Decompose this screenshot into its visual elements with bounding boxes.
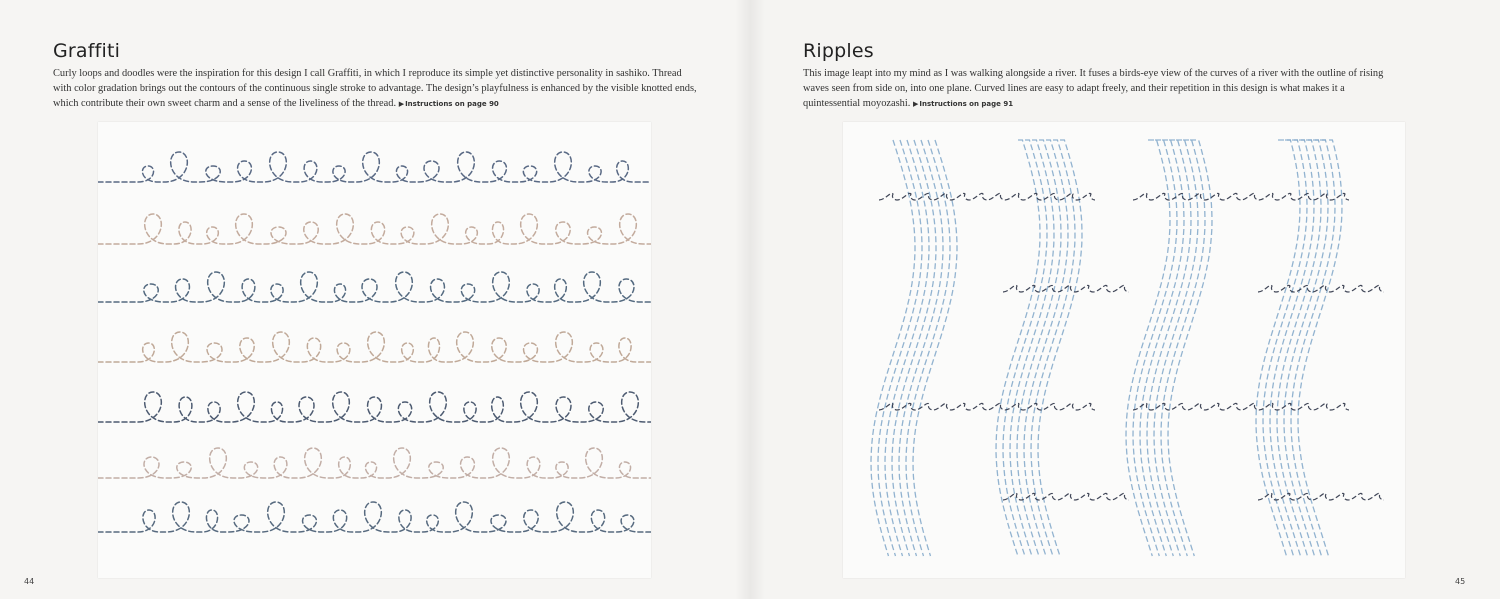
ripples-stitch-pattern xyxy=(843,122,1405,578)
river-stitch-line xyxy=(1017,140,1061,556)
river-stitch-line xyxy=(1256,140,1300,556)
graffiti-instructions-label: Instructions on page 90 xyxy=(405,100,499,109)
loop-stitch-line xyxy=(98,502,651,532)
loop-row xyxy=(98,214,651,244)
wave-stitch-line xyxy=(879,403,1095,410)
ripples-description xyxy=(803,66,1393,113)
ripples-title: Ripples xyxy=(803,40,874,62)
loop-stitch-line xyxy=(98,332,651,362)
loop-row xyxy=(98,332,651,362)
river-stitch-line xyxy=(1003,140,1047,556)
ripples-body: This image leapt into my mind as I was walking alongside a river. It fuses a birds-eye view of the curves of a river with the outline of rising waves seen from side on, into one plane. Curved lines are easy to adapt freely, and their repetition in this design is what makes it a quintessential moyozashi. xyxy=(803,68,1384,110)
graffiti-instructions-link[interactable] xyxy=(399,100,499,108)
ripples-instructions-label: Instructions on page 91 xyxy=(919,100,1014,109)
loop-stitch-line xyxy=(98,448,651,478)
graffiti-stitch-pattern xyxy=(98,122,651,578)
river-band xyxy=(871,140,957,556)
loop-row xyxy=(98,502,651,532)
loop-stitch-line xyxy=(98,392,651,422)
loop-row xyxy=(98,272,651,302)
river-stitch-line xyxy=(906,140,950,556)
ripples-instructions-link[interactable] xyxy=(913,100,1013,108)
loop-row xyxy=(98,448,651,478)
river-stitch-line xyxy=(899,140,943,556)
loop-row xyxy=(98,152,651,182)
loop-stitch-line xyxy=(98,152,651,182)
loop-stitch-line xyxy=(98,214,651,244)
wave-stitch-line xyxy=(1003,285,1129,292)
book-gutter xyxy=(735,0,765,599)
page-number-right: 45 xyxy=(1455,577,1466,586)
river-stitch-line xyxy=(892,140,936,556)
right-page xyxy=(750,0,1500,599)
river-band xyxy=(1256,140,1342,556)
river-band xyxy=(1126,140,1212,556)
wave-stitch-line xyxy=(1133,193,1349,200)
graffiti-title: Graffiti xyxy=(53,40,121,62)
play-arrow-icon: ▶ xyxy=(398,100,405,109)
wave-stitch-line xyxy=(1258,493,1384,500)
ripples-sashiko-photo xyxy=(843,122,1405,578)
river-stitch-line xyxy=(913,140,957,556)
loop-stitch-line xyxy=(98,272,651,302)
river-stitch-line xyxy=(1024,140,1068,556)
page-number-left: 44 xyxy=(24,577,35,586)
wave-stitch-line xyxy=(1133,403,1349,410)
wave-stitch-line xyxy=(879,193,1095,200)
graffiti-description xyxy=(53,66,698,113)
loop-row xyxy=(98,392,651,422)
play-arrow-icon: ▶ xyxy=(912,100,919,109)
river-stitch-line xyxy=(885,140,929,556)
graffiti-sashiko-photo xyxy=(98,122,651,578)
graffiti-body: Curly loops and doodles were the inspiration for this design I call Graffiti, in which I reproduce its simple yet distinctive personality in sashiko. Thread with color gradation brings out the contours of the continuous single stroke to advantage. The design’s playfulness is enhanced by the visible knotted ends, which contribute their own sweet charm and a sense of the liveliness of the thread. xyxy=(53,68,697,110)
wave-stitch-line xyxy=(1003,493,1129,500)
